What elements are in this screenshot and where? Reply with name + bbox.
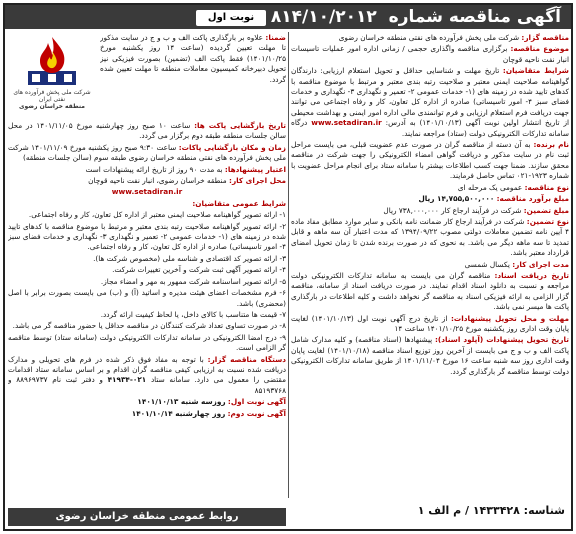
label-first-round: آگهی نوبت اول:: [227, 397, 286, 407]
setad-link-2[interactable]: www.setadiran.ir: [111, 187, 183, 197]
text-location: منطقه خراسان رضوی، انبار نفت ناحیه قوچان: [88, 176, 227, 186]
list-item: ۵- ارائه تصویر اساسنامه شرکت ممهور به مهر و امضاء مجاز.: [100, 276, 286, 286]
text-guarantee-type: شرکت در فرآیند ارجاع کار ضمانت نامه بانکی و سایر موارد مطابق مفاد ماده ۴ آیین نامه تضمین معاملات دولتی مصوب ۱۳۹۴/۰۹/۲۲ که مدت اعتبار آن سه ماهه و قابل تمدید تا سه ماهه دیگر می باشد. به نحوی که در صورت برنده شدن تا زمان تحویل امضای قرارداد معتبر باشد.: [291, 216, 569, 258]
column-divider: [288, 32, 289, 498]
label-doc-date: تاریخ دریافت اسناد:: [494, 270, 569, 280]
label-winner: نام برنده:: [533, 140, 569, 150]
text-upload: پیشنهادها (اسناد مناقصه) و کلیه مدارک شامل پاکت الف و ب و ج می بایست از آخرین روز توزیع اسناد مناقصه (۱۴۰۱/۱۰/۱۸) لغایت پایان وقت اداری روز سه شنبه ساعت ۱۶ مورخ ۱۴۰۱/۱۱/۰۴ از طریق سامانه تدارکات الکترونیکی دولت توسط مناقصه گر بارگذاری گردد.: [291, 335, 569, 376]
text-opening: ساعت ۱۰ صبح روز چهارشنبه مورخ ۱۴۰۱/۱۱/۰۵ در محل سالن جلسات منطقه طبقه دوم برگزار می گردد.: [8, 121, 286, 141]
list-item: ۶- فرم مشخصات اعضای هیئت مدیره و اساتید (آ) و (ب) می بایست بصورت برابر با اصل (محضری) باشد.: [8, 288, 286, 308]
left-column: [8, 121, 286, 507]
list-item: ۲- ارائه تصویر گواهینامه صلاحیت رتبه بندی معتبر و مرتبط با موضوع مناقصه با کدهای تایید شده در زمینه های (۱- خدمات عمومی ۲- تعمیر و نگهداری ۳- نگهداری و خدمات فضای سبز ۴- امور تاسیساتی) صادره از اداره کل تعاون، کار و رفاه اجتماعی.: [8, 221, 286, 252]
label-tenderer: مناقصه گزار:: [521, 33, 569, 42]
text-doc-date: مناقصه گران می بایست به سامانه تدارکات الکترونیکی دولت مراجعه و نسبت به دانلود اسناد اقدام نمایند. در صورت دریافت اسناد از سامانه، مناقصه گزار الزامی به ارائه فیزیکی اسناد به مناقصه گر نخواهد داشت و کلیه اطلاعات در بارگذاری پاکت ها میسر نمی باشد.: [291, 270, 569, 312]
list-item: ۱- ارائه تصویر گواهینامه صلاحیت ایمنی معتبر از اداره کل تعاون، کار و رفاه اجتماعی.: [28, 210, 286, 220]
list-item: ۴- ارائه تصویر آگهی ثبت شرکت و آخرین تغییرات شرکت.: [112, 265, 286, 275]
label-device: دستگاه مناقصه گزار:: [207, 354, 286, 364]
setad-link[interactable]: www.setadiran.ir: [311, 118, 382, 128]
left-top-column: [100, 33, 286, 121]
label-note: ضمنا:: [265, 33, 286, 42]
label-validity: اعتبار پیشنهادها:: [224, 164, 286, 174]
text-tenderer: شرکت ملی پخش فرآورده های نفتی منطقه خراسان رضوی: [338, 33, 520, 42]
text-device-2: و دفتر ثبت نام ۸۸۹۶۹۷۳۷ و ۸۵۱۹۳۷۶۸: [8, 375, 286, 395]
text-estimate: ۱۴,۷۵۵,۵۰۰,۰۰۰ ریال: [418, 194, 495, 204]
list-item: ۷- قیمت ها متناسب با کالای داخل، یا لحاظ کیفیت ارائه گردد.: [100, 309, 286, 319]
round-badge: نوبت اول: [196, 10, 266, 26]
company-logo: [8, 33, 96, 115]
text-second-round: روز چهارشنبه ۱۴۰۱/۱۰/۱۴: [131, 408, 226, 418]
list-item: ۳- ارائه تصویر کد اقتصادی و شناسه ملی (مخصوص شرکت ها).: [93, 253, 286, 263]
right-column: [291, 33, 569, 495]
public-relations-footer: روابط عمومی منطقه خراسان رضوی: [8, 508, 286, 526]
label-conditions: شرایط متقاضیان:: [502, 66, 569, 76]
text-winner: به آن دسته از مناقصه گران در صورت عدم عضویت قبلی، می بایست مراحل ثبت نام در سایت مذکور و دریافت گواهی امضاء الکترونیکی را جهت شرکت در مناقصه محقق سازند. ضمنا جهت کسب اطلاعات بیشتر با سامانه ستاد برای انجام مراحل عضویت با شماره ۱۹۲۳-۰۲۱ تماس حاصل فرمایند.: [291, 140, 569, 181]
label-estimate: مبلغ برآورد مناقصه:: [496, 194, 569, 204]
label-second-round: آگهی نوبت دوم:: [227, 408, 286, 418]
label-guarantee: مبلغ تضمین:: [523, 205, 569, 215]
text-duration: یکسال شمسی: [464, 259, 510, 269]
label-general-conditions: شرایط عمومی متقاضیان:: [192, 198, 286, 208]
label-subject: موضوع مناقصه:: [510, 44, 569, 54]
list-item: ۸- در صورت تساوی تعداد شرکت کنندگان در مناقصه حداقل یا حضور مناقصه گر می باشد.: [12, 321, 286, 331]
label-upload: تاریخ تحویل پیشنهادات (آپلود اسناد):: [434, 335, 569, 345]
text-first-round: روزسه شنبه ۱۴۰۱/۱۰/۱۳: [137, 397, 226, 407]
ad-title: آگهی مناقصه شماره: [388, 7, 561, 27]
label-deadline: مهلت و محل تحویل پیشنهادات:: [450, 313, 569, 323]
logo-caption-1: شرکت ملی پخش فرآورده های نفتی ایران: [13, 89, 91, 103]
label-duration: مدت اجرای کار:: [512, 259, 569, 269]
text-conditions: تاریخ مهلت و شناسایی حداقل و تحویل استعلام ارزیابی: دارندگان گواهینامه صلاحیت ایمنی معتبر و صلاحیت رتبه بندی معتبر و مرتبط با موضوع مناقصه با کدهای تایید شده در زمینه های (۱- خدمات عمومی ۲- تعمیر و نگهداری ۳- نگهداری و خدمات فضای سبز ۴- امور تاسیساتی) صادره از اداره کل تعاون، کار و رفاه اجتماعی می توانند جهت دریافت فرم استعلام ارزیابی و فرم توانمندی مالی اداره امور ایمنی و بهداشت محیطی از تاریخ انتشار اولین نوبت آگهی (۱۴۰۱/۱۰/۱۳) به آدرس:: [291, 66, 569, 128]
label-location: محل اجرای کار:: [229, 176, 286, 186]
text-validity: به مدت ۹۰ روز از تاریخ ارائه پیشنهادات است: [85, 164, 223, 174]
logo-caption-2: منطقه خراسان رضوی: [18, 103, 86, 110]
text-device: با توجه به مفاد فوق ذکر شده در فرم های تحویلی و مدارک دریافت شده نسبت به ارزیابی کیفی مناقصه گران اقدام و بر اساس سامانه ستاد اقدامات مقتضی را معمول می دارد. سامانه ستاد: [8, 354, 286, 385]
setad-phone: ۰۲۱-۴۱۹۳۴: [107, 375, 147, 385]
text-deadline: از تاریخ درج آگهی نوبت اول (۱۴۰۱/۱۰/۱۳) لغایت پایان وقت اداری روز یکشنبه مورخ ۱۴۰۱/۱۰/۲۵ ساعت ۱۴: [291, 313, 569, 333]
label-opening: تاریخ بازگشایی پاکت ها:: [194, 121, 286, 130]
list-item: ۹- درج امضا الکترونیکی در سامانه تدارکات الکترونیکی دولت (سامانه ستاد) توسط مناقصه گر الزامی است.: [8, 332, 286, 353]
label-type: نوع مناقصه:: [524, 182, 569, 192]
text-subject: برگزاری مناقصه واگذاری حجمی / زمانی اداره امور عملیات تاسیسات انبار نفت ناحیه قوچان: [291, 44, 569, 64]
ad-number: ۸۱۴/۱۰/۲۰۱۲: [270, 7, 377, 27]
text-note: علاوه بر بارگذاری پاکت الف و ب و ج در سایت مذکور تا مهلت تعیین گردیده (ساعت ۱۴ روز یکشنبه مورخ ۱۴۰۱/۱۰/۲۵) فقط پاکت الف (تضمین) بصورت فیزیکی نیز تحویل دبیرخانه کمیسیون معاملات منطقه تا مهلت تعیین شده گردد.: [100, 33, 286, 84]
label-guarantee-type: نوع تضمین:: [526, 216, 569, 226]
text-opening-place: ساعت ۹:۳۰ صبح روز یکشنبه مورخ ۱۴۰۱/۱۱/۰۹ شرکت ملی پخش فرآورده های نفتی منطقه خراسان رضوی طبقه سوم (سالن جلسات منطقه): [8, 142, 286, 163]
text-type: عمومی یک مرحله ای: [457, 182, 523, 192]
ad-header: [5, 5, 571, 29]
text-guarantee: شرکت در فرآیند ارجاع کار ۷۳۸,۰۰۰,۰۰۰ ریال: [383, 205, 522, 215]
label-opening-place: زمان و مکان بازگشایی پاکات:: [178, 142, 286, 152]
flame-logo-icon: [22, 33, 82, 89]
ad-id-footer: شناسه: ۱۴۳۳۴۲۸ / م الف ۱: [417, 504, 565, 517]
text-conditions-2: درگاه سامانه تدارکات الکترونیکی دولت (ستاد) مراجعه نمایند.: [291, 118, 569, 138]
